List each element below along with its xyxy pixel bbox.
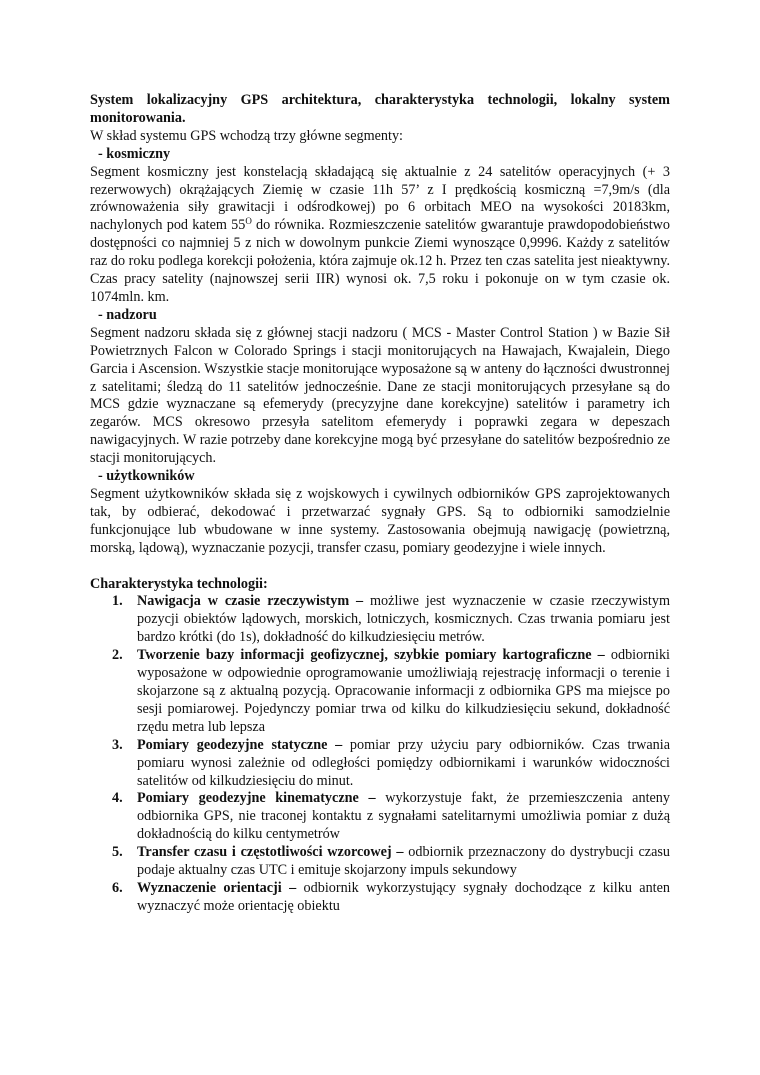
list-item bbox=[90, 737, 670, 791]
list-item bbox=[90, 790, 670, 844]
characteristics-heading: Charakterystyka technologii: bbox=[90, 575, 268, 592]
segment-text-kosmiczny bbox=[90, 164, 670, 307]
list-item-text: pomiar przy użyciu pary odbiorników. Czas trwania pomiaru wynosi zależnie od odległości pomiędzy odbiornikami i warunków widoczności satelitów od kilkudziesięciu do minut. bbox=[137, 736, 670, 789]
characteristics-list bbox=[90, 593, 670, 915]
segment-text-uzytkownikow: Segment użytkowników składa się z wojskowych i cywilnych odbiorników GPS zaprojektowanych tak, by odbierać, dekodować i przetwarzać sygnały GPS. Są to odbiorniki samodzielnie funkcjonujące lub wbudowane w inne systemy. Zastosowania obejmują nawigację (powietrzną, morską, lądową), wyznaczanie pozycji, transfer czasu, pomiary geodezyjne i wiele innych. bbox=[90, 485, 670, 556]
list-item-bold: Nawigacja w czasie rzeczywistym – bbox=[137, 593, 364, 610]
list-item-text: odbiorniki wyposażone w odpowiednie oprogramowanie umożliwiają rejestrację informacji o terenie i skojarzone są z aktualną pozycją. Opracowanie informacji z odbiornika GPS ma miejsce po sesji pomiarowej. Pojedynczy pomiar trwa od kilku do kilkudziesięciu sekund, dokładność rzędu metra lub lepsza bbox=[137, 647, 670, 735]
list-item-bold: Wyznaczenie orientacji – bbox=[137, 879, 297, 896]
list-item-bold: Pomiary geodezyjne statyczne – bbox=[137, 736, 343, 753]
segment-heading-kosmiczny: - kosmiczny bbox=[98, 145, 171, 162]
segment-heading-uzytkownikow: - użytkowników bbox=[98, 468, 195, 485]
list-item-number: 1. bbox=[112, 593, 123, 610]
list-item bbox=[90, 647, 670, 737]
kosmiczny-text-part1: Segment kosmiczny jest konstelacją składającą się aktualnie z 24 satelitów operacyjnych (+ 3 rezerwowych) okrążających Ziemię w czasie 11h 57’ z I prędkością kosmiczną =7,9m/s (dla zrównoważenia siły grawitacji i odśrodkowej) po 6 orbitach MEO na wysokości 20183km, nachylonych pod katem 55 bbox=[90, 163, 670, 234]
list-item-text: odbiornik przeznaczony do dystrybucji czasu podaje aktualny czas UTC i emituje skojarzony impuls sekundowy bbox=[137, 844, 670, 879]
kosmiczny-text-part2: do równika. Rozmieszczenie satelitów gwarantuje prawdopodobieństwo dostępności co najmniej 5 z nich w dowolnym punkcie Ziemi wynoszące 0,9996. Każdy z satelitów raz do roku podlega korekcji położenia, która zajmuje ok.12 h. Przez ten czas satelita jest nieaktywny. Czas pracy satelity (najnowszej serii IIR) wynosi ok. 7,5 roku i pokonuje on w tym czasie ok. 1074mln. km. bbox=[90, 217, 671, 305]
list-item-number: 3. bbox=[112, 736, 123, 753]
paragraph-gap bbox=[90, 558, 670, 576]
list-item-text: wykorzystuje fakt, że przemieszczenia anteny odbiornika GPS, nie traconej kontaktu z sygnałami satelitarnymi umożliwia pomiar z dużą dokładnością do kilku centymetrów bbox=[137, 790, 670, 843]
list-item-number: 5. bbox=[112, 844, 123, 861]
list-item bbox=[90, 593, 670, 647]
list-item-bold: Pomiary geodezyjne kinematyczne – bbox=[137, 790, 376, 807]
segment-text-nadzoru: Segment nadzoru składa się z głównej stacji nadzoru ( MCS - Master Control Station ) w Bazie Sił Powietrznych Falcon w Colorado Springs i stacji monitorujących na Hawajach, Kwajalein, Diego Garcia i Ascension. Wszystkie stacje monitorujące wyposażone są w anteny do łączności dwustronnej z satelitami; śledzą do 11 satelitów jednocześnie. Dane ze stacji monitorujących przesyłane są do MCS gdzie wyznaczane są efemerydy (precyzyjne dane korekcyjne) satelitów i parametry ich zegarów. MCS okresowo przesyła satelitom efemerydy i poprawki zegara w depeszach nawigacyjnych. W razie potrzeby dane korekcyjne mogą być przesyłane do satelitów bezpośrednio ze stacji monitorujących. bbox=[90, 324, 670, 467]
degree-superscript: O bbox=[245, 216, 252, 227]
list-item-text: odbiornik wykorzystujący sygnały dochodzące z kilku anten wyznaczyć może orientację obiektu bbox=[137, 879, 671, 914]
segment-heading-nadzoru: - nadzoru bbox=[98, 306, 157, 323]
document-title: System lokalizacyjny GPS architektura, charakterystyka technologii, lokalny system monitorowania. bbox=[90, 92, 670, 126]
list-item bbox=[90, 844, 670, 880]
document-body bbox=[90, 92, 670, 916]
list-item-bold: Tworzenie bazy informacji geofizycznej, szybkie pomiary kartograficzne – bbox=[137, 647, 605, 664]
list-item-number: 6. bbox=[112, 879, 123, 896]
list-item-text: możliwe jest wyznaczenie w czasie rzeczywistym pozycji obiektów lądowych, morskich, lotniczych, kosmicznych. Czas trwania pomiaru jest bardzo krótki (do 1s), dokładność do kilkudziesięciu metrów. bbox=[137, 593, 670, 646]
intro-text: W skład systemu GPS wchodzą trzy główne segmenty: bbox=[90, 127, 403, 144]
list-item-bold: Transfer czasu i częstotliwości wzorcowej – bbox=[137, 844, 404, 861]
list-item-number: 2. bbox=[112, 647, 123, 664]
list-item-number: 4. bbox=[112, 790, 123, 807]
list-item bbox=[90, 880, 670, 916]
